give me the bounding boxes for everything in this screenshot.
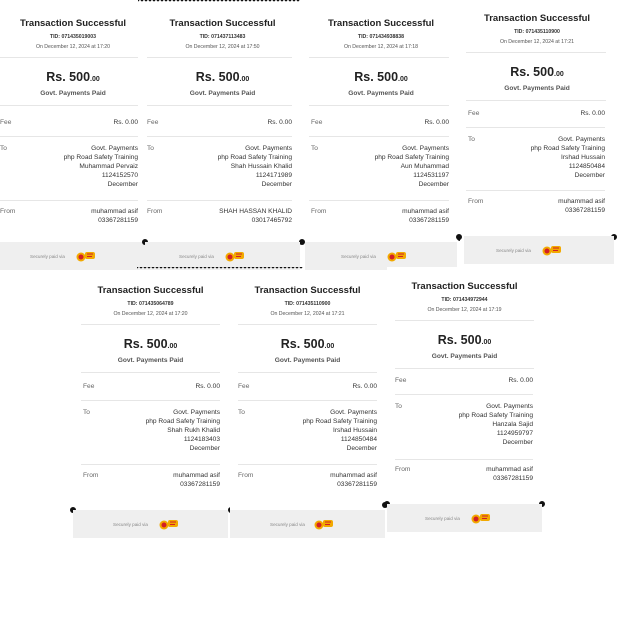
payee-category: Govt. Payments (330, 409, 377, 416)
amount-decimal: .00 (90, 76, 100, 83)
footer-text: Securely paid via (270, 522, 305, 527)
divider (147, 200, 292, 201)
receipt-title: Transaction Successful (97, 285, 204, 296)
jazzcash-logo-icon (225, 249, 245, 263)
fee-value: Rs. 0.00 (113, 119, 138, 126)
receipt-1 (0, 4, 146, 268)
amount (73, 337, 228, 351)
payee-category: Govt. Payments (91, 145, 138, 152)
service-name: Govt. Payments Paid (117, 357, 184, 364)
amount-decimal: .00 (239, 76, 250, 83)
fee-label: Fee (83, 383, 95, 390)
to-details (303, 409, 377, 454)
fee-label: Fee (147, 119, 159, 126)
divider (395, 320, 534, 321)
payee-month: December (261, 180, 292, 188)
fee-value: Rs. 0.00 (352, 383, 377, 390)
payee-month: December (189, 444, 220, 452)
amount-main: Rs. 500 (46, 70, 91, 84)
from-label: From (468, 198, 484, 205)
receipt-6 (230, 271, 385, 539)
divider (0, 57, 138, 58)
payer-name: muhammad asif (173, 472, 220, 479)
to-label: To (311, 145, 318, 152)
receipt-footer (230, 510, 385, 538)
from-details (219, 208, 292, 226)
receipt-footer (145, 242, 300, 270)
service-name: Govt. Payments Paid (504, 85, 570, 92)
amount (460, 65, 614, 79)
divider (466, 52, 606, 53)
amount (0, 70, 146, 84)
jazzcash-logo-icon (387, 249, 407, 263)
transaction-id: TID: 071434972944 (441, 297, 488, 303)
payer-name: muhammad asif (402, 208, 449, 215)
payee-reference: 1124171989 (255, 171, 292, 179)
payee-service: php Road Safety Training (217, 153, 292, 161)
receipt-3 (305, 4, 457, 268)
footer-text: Securely paid via (113, 522, 148, 527)
payee-service: php Road Safety Training (458, 411, 533, 419)
divider (238, 324, 377, 325)
divider (147, 136, 292, 137)
service-name: Govt. Payments Paid (348, 90, 414, 97)
divider (147, 105, 292, 106)
divider (466, 127, 605, 128)
amount-main: Rs. 500 (280, 337, 325, 351)
amount-decimal: .00 (398, 76, 408, 83)
receipt-5 (73, 271, 228, 539)
divider (238, 400, 377, 401)
payee-month: December (574, 171, 605, 179)
receipt-7 (387, 267, 542, 535)
divider (309, 105, 449, 106)
transaction-date: On December 12, 2024 at 17:50 (185, 44, 260, 50)
transaction-id: TID: 071437113483 (199, 34, 246, 40)
footer-text: Securely paid via (341, 254, 376, 259)
divider (0, 200, 138, 201)
to-details (64, 145, 138, 190)
receipt-title: Transaction Successful (254, 285, 361, 296)
from-details (486, 466, 533, 484)
payee-name: Irshad Hussain (333, 426, 377, 434)
payee-reference: 1124850484 (568, 162, 605, 170)
divider (309, 136, 449, 137)
receipt-title: Transaction Successful (327, 18, 435, 29)
receipt-footer (305, 242, 457, 270)
transaction-id: TID: 071435064789 (127, 301, 174, 307)
amount-decimal: .00 (324, 343, 335, 350)
receipt-footer (0, 242, 146, 270)
payee-reference: 1124850484 (340, 435, 377, 443)
amount-main: Rs. 500 (123, 337, 168, 351)
receipt-4 (460, 0, 614, 264)
amount-decimal: .00 (481, 339, 492, 346)
payee-category: Govt. Payments (486, 403, 533, 410)
payee-service: php Road Safety Training (302, 417, 377, 425)
receipt-title: Transaction Successful (483, 13, 591, 24)
divider (395, 368, 534, 369)
fee-label: Fee (395, 377, 407, 384)
fee-value: Rs. 0.00 (508, 377, 533, 384)
payer-phone: 03367281159 (565, 206, 605, 214)
footer-text: Securely paid via (30, 254, 65, 259)
transaction-id: TID: 071434938838 (357, 34, 405, 40)
from-details (91, 208, 138, 226)
fee-value: Rs. 0.00 (195, 383, 220, 390)
payer-name: muhammad asif (91, 208, 138, 215)
payee-service: php Road Safety Training (145, 417, 220, 425)
from-details (330, 472, 377, 490)
divider (309, 200, 449, 201)
transaction-date: On December 12, 2024 at 17:21 (270, 311, 345, 317)
to-label: To (83, 409, 90, 416)
payee-category: Govt. Payments (245, 145, 292, 152)
service-name: Govt. Payments Paid (274, 357, 341, 364)
payee-service: php Road Safety Training (374, 153, 449, 161)
fee-label: Fee (0, 119, 12, 126)
receipt-title: Transaction Successful (169, 18, 276, 29)
footer-text: Securely paid via (496, 248, 531, 253)
divider (395, 459, 533, 460)
jazzcash-logo-icon (542, 243, 562, 257)
jazzcash-logo-icon (76, 249, 96, 263)
divider (466, 100, 606, 101)
payer-name: SHAH HASSAN KHALID (219, 208, 292, 215)
amount (230, 337, 385, 351)
transaction-id: TID: 071435110900 (514, 29, 560, 35)
payee-reference: 1124152570 (101, 171, 138, 179)
service-name: Govt. Payments Paid (189, 90, 256, 97)
payee-service: php Road Safety Training (530, 144, 605, 152)
amount-main: Rs. 500 (195, 70, 240, 84)
from-label: From (238, 472, 254, 479)
notch-left (456, 234, 462, 240)
payee-name: Shah Hussain Khalid (230, 162, 292, 170)
transaction-id: TID: 071435019003 (49, 34, 97, 40)
to-label: To (468, 136, 475, 143)
payee-month: December (502, 438, 533, 446)
to-details (459, 403, 533, 448)
payee-reference: 1124531197 (413, 171, 449, 179)
amount-decimal: .00 (554, 71, 564, 78)
jazzcash-logo-icon (159, 517, 179, 531)
from-label: From (147, 208, 163, 215)
to-label: To (238, 409, 245, 416)
payee-name: Hanzala Sajid (492, 420, 533, 428)
transaction-date: On December 12, 2024 at 17:18 (343, 44, 419, 50)
from-details (402, 208, 449, 226)
payer-name: muhammad asif (558, 198, 605, 205)
divider (81, 324, 220, 325)
divider (238, 464, 377, 465)
payee-name: Irshad Hussain (561, 153, 605, 161)
to-details (218, 145, 292, 190)
torn-edge (137, 267, 303, 270)
receipt-title: Transaction Successful (411, 281, 518, 292)
divider (0, 105, 138, 106)
transaction-date: On December 12, 2024 at 17:21 (499, 39, 575, 45)
payer-phone: 03367281159 (337, 480, 377, 488)
receipt-title: Transaction Successful (19, 18, 127, 29)
divider (466, 190, 605, 191)
payer-phone: 03367281159 (493, 474, 533, 482)
payer-name: muhammad asif (486, 466, 533, 473)
fee-value: Rs. 0.00 (267, 119, 292, 126)
divider (309, 57, 449, 58)
transaction-date: On December 12, 2024 at 17:20 (35, 44, 111, 50)
amount (305, 70, 457, 84)
payee-month: December (418, 180, 449, 188)
receipt-footer (464, 236, 614, 264)
fee-value: Rs. 0.00 (424, 119, 449, 126)
payee-month: December (107, 180, 138, 188)
from-label: From (395, 466, 411, 473)
from-details (173, 472, 220, 490)
amount-main: Rs. 500 (510, 65, 555, 79)
fee-label: Fee (238, 383, 250, 390)
fee-value: Rs. 0.00 (580, 110, 605, 117)
receipt-2 (145, 4, 300, 268)
amount (145, 70, 300, 84)
footer-text: Securely paid via (179, 254, 214, 259)
to-label: To (147, 145, 154, 152)
torn-edge (138, 0, 300, 3)
amount (387, 333, 542, 347)
payee-name: Aun Muhammad (400, 162, 449, 170)
divider (0, 136, 138, 137)
payee-category: Govt. Payments (402, 145, 449, 152)
receipt-footer (73, 510, 228, 538)
payee-reference: 1124959797 (496, 429, 533, 437)
payer-phone: 03017465792 (251, 216, 292, 224)
service-name: Govt. Payments Paid (40, 90, 106, 97)
divider (81, 464, 220, 465)
jazzcash-logo-icon (314, 517, 334, 531)
from-label: From (0, 208, 16, 215)
to-label: To (395, 403, 402, 410)
to-details (375, 145, 449, 190)
divider (147, 57, 292, 58)
payee-name: Muhammad Pervaiz (79, 162, 138, 170)
to-details (531, 136, 605, 181)
transaction-date: On December 12, 2024 at 17:20 (113, 311, 188, 317)
service-name: Govt. Payments Paid (431, 353, 498, 360)
from-label: From (83, 472, 99, 479)
footer-text: Securely paid via (425, 516, 460, 521)
payee-category: Govt. Payments (173, 409, 220, 416)
amount-decimal: .00 (167, 343, 178, 350)
fee-label: Fee (468, 110, 480, 117)
transaction-date: On December 12, 2024 at 17:19 (427, 307, 502, 313)
payer-phone: 03367281159 (180, 480, 220, 488)
from-label: From (311, 208, 327, 215)
amount-main: Rs. 500 (354, 70, 399, 84)
fee-label: Fee (311, 119, 323, 126)
payee-name: Shah Rukh Khalid (167, 426, 220, 434)
divider (238, 372, 377, 373)
divider (81, 372, 220, 373)
from-details (558, 198, 605, 216)
payee-month: December (346, 444, 377, 452)
payee-category: Govt. Payments (558, 136, 605, 143)
payee-reference: 1124183403 (183, 435, 220, 443)
payer-phone: 03367281159 (409, 216, 449, 224)
divider (81, 400, 220, 401)
receipt-footer (387, 504, 542, 532)
amount-main: Rs. 500 (437, 333, 482, 347)
payer-phone: 03367281159 (98, 216, 138, 224)
to-details (146, 409, 220, 454)
jazzcash-logo-icon (471, 511, 491, 525)
to-label: To (0, 145, 7, 152)
payee-service: php Road Safety Training (63, 153, 138, 161)
divider (395, 394, 533, 395)
transaction-id: TID: 071435110900 (284, 301, 331, 307)
payer-name: muhammad asif (330, 472, 377, 479)
